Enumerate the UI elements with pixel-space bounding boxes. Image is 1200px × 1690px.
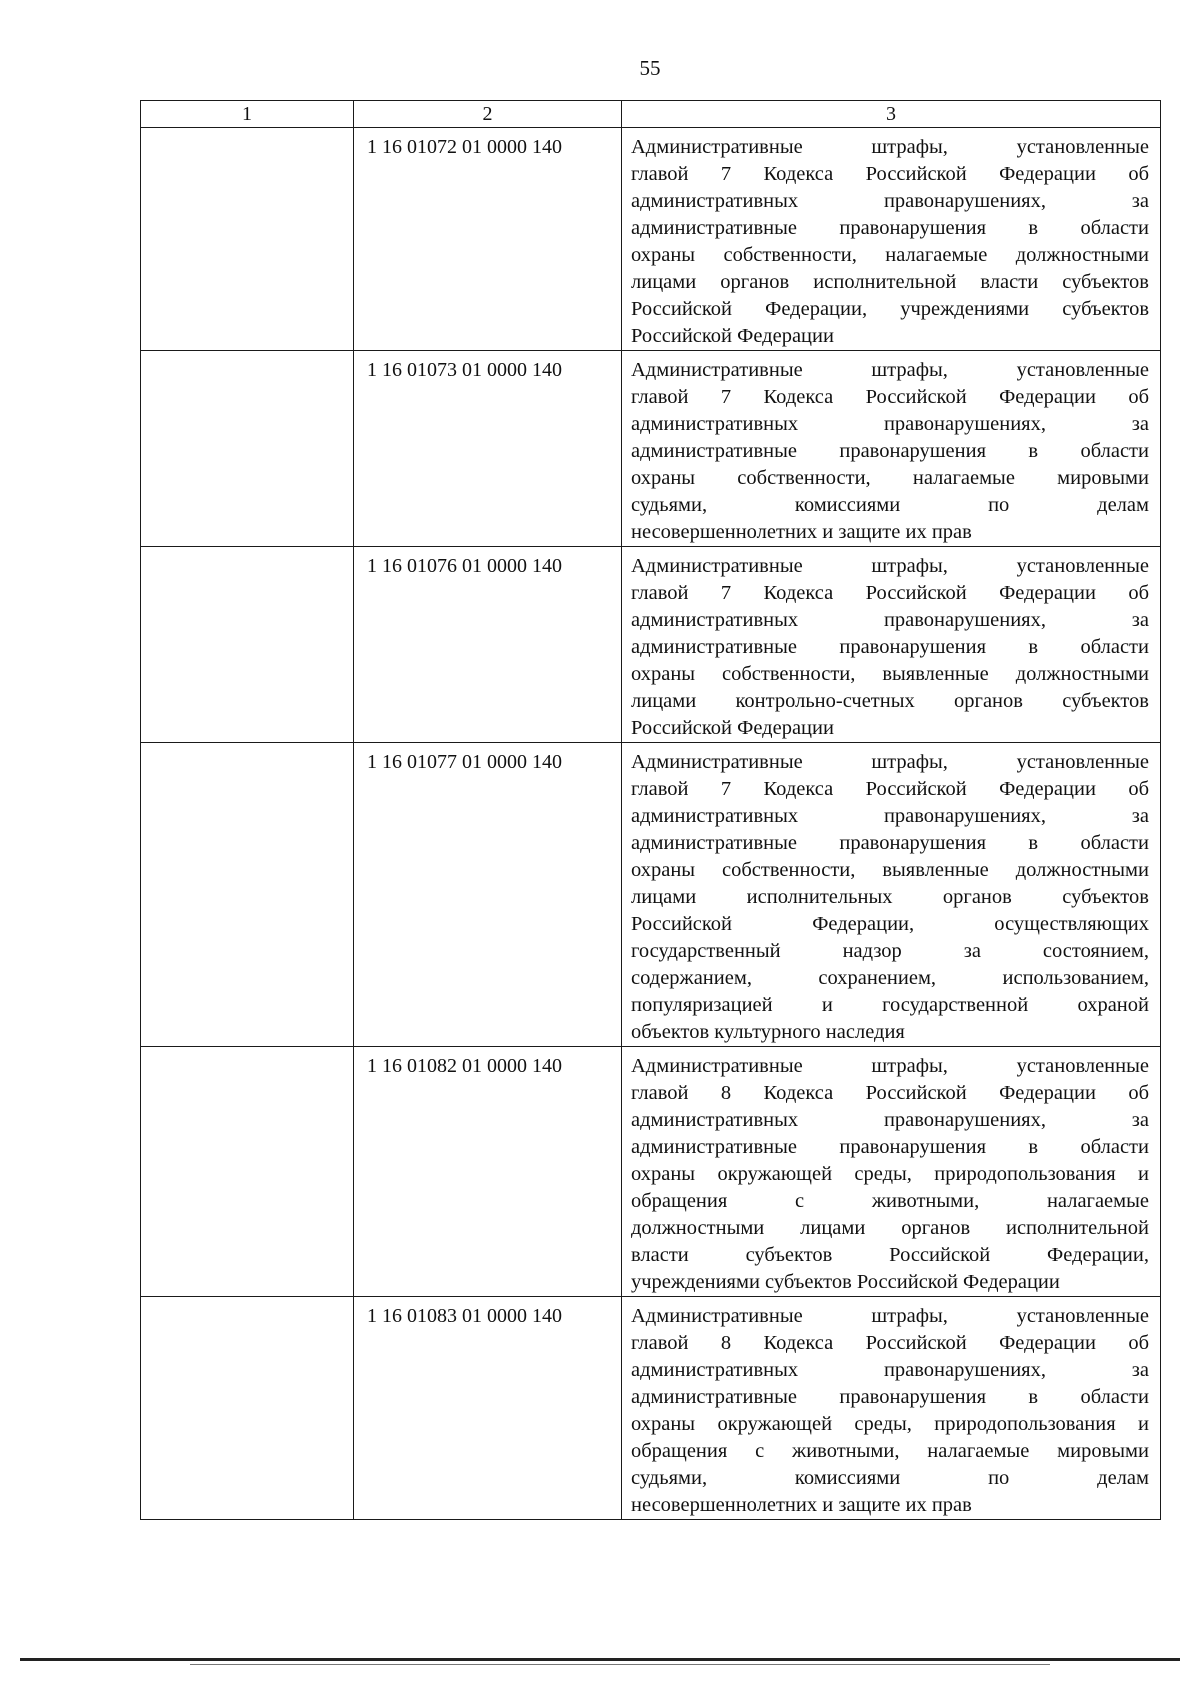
budget-code-cell: 1 16 01072 01 0000 140 — [354, 128, 622, 351]
description-line: административные правонарушения в области — [631, 1386, 1149, 1408]
description-line: административные правонарушения в области — [631, 217, 1149, 239]
description-line: обращения с животными, налагаемые — [631, 1190, 1149, 1212]
table-row — [141, 547, 1161, 743]
description-line: административные правонарушения в области — [631, 832, 1149, 854]
table-row — [141, 128, 1161, 351]
description-line: государственный надзор за состоянием, — [631, 940, 1149, 962]
budget-code-cell: 1 16 01076 01 0000 140 — [354, 547, 622, 743]
description-line: Административные штрафы, установленные — [631, 555, 1149, 577]
description-line: охраны собственности, налагаемые должностными — [631, 244, 1149, 266]
description-cell — [622, 128, 1161, 351]
description-line: несовершеннолетних и защите их прав — [631, 1494, 972, 1516]
cell-column-1 — [141, 547, 354, 743]
description-line: Российской Федерации — [631, 717, 834, 739]
table-header — [141, 101, 1161, 128]
bottom-rule — [20, 1658, 1180, 1661]
description-line: административных правонарушениях, за — [631, 413, 1149, 435]
description-line: главой 7 Кодекса Российской Федерации об — [631, 778, 1149, 800]
description-line: судьями, комиссиями по делам — [631, 1467, 1149, 1489]
table-header-row — [141, 101, 1161, 128]
description-cell — [622, 743, 1161, 1047]
description-line: власти субъектов Российской Федерации, — [631, 1244, 1149, 1266]
description-line: административные правонарушения в области — [631, 440, 1149, 462]
bottom-rule-thin — [190, 1664, 1050, 1665]
table-row — [141, 1047, 1161, 1297]
cell-column-1 — [141, 128, 354, 351]
description-line: лицами органов исполнительной власти субъектов — [631, 271, 1149, 293]
description-line: охраны окружающей среды, природопользования и — [631, 1163, 1149, 1185]
description-line: главой 8 Кодекса Российской Федерации об — [631, 1332, 1149, 1354]
description-line: судьями, комиссиями по делам — [631, 494, 1149, 516]
description-line: охраны окружающей среды, природопользования и — [631, 1413, 1149, 1435]
description-line: Административные штрафы, установленные — [631, 136, 1149, 158]
description-cell — [622, 1297, 1161, 1520]
cell-column-1 — [141, 351, 354, 547]
description-cell — [622, 1047, 1161, 1297]
column-header-2: 2 — [354, 101, 622, 128]
description-line: административных правонарушениях, за — [631, 190, 1149, 212]
description-line: содержанием, сохранением, использованием, — [631, 967, 1149, 989]
description-line: административные правонарушения в области — [631, 636, 1149, 658]
description-line: Административные штрафы, установленные — [631, 359, 1149, 381]
description-line: должностными лицами органов исполнительной — [631, 1217, 1149, 1239]
description-line: административных правонарушениях, за — [631, 805, 1149, 827]
description-line: главой 7 Кодекса Российской Федерации об — [631, 582, 1149, 604]
description-line: главой 7 Кодекса Российской Федерации об — [631, 163, 1149, 185]
cell-column-1 — [141, 1297, 354, 1520]
description-line: главой 8 Кодекса Российской Федерации об — [631, 1082, 1149, 1104]
budget-code-cell: 1 16 01082 01 0000 140 — [354, 1047, 622, 1297]
description-line: Российской Федерации, осуществляющих — [631, 913, 1149, 935]
table-body — [141, 128, 1161, 1520]
description-line: главой 7 Кодекса Российской Федерации об — [631, 386, 1149, 408]
budget-code-cell: 1 16 01077 01 0000 140 — [354, 743, 622, 1047]
description-line: охраны собственности, выявленные должностными — [631, 859, 1149, 881]
description-line: административных правонарушениях, за — [631, 609, 1149, 631]
description-line: популяризацией и государственной охраной — [631, 994, 1149, 1016]
description-cell — [622, 351, 1161, 547]
description-line: Российской Федерации, учреждениями субъектов — [631, 298, 1149, 320]
description-line: несовершеннолетних и защите их прав — [631, 521, 972, 543]
description-line: Административные штрафы, установленные — [631, 1305, 1149, 1327]
description-line: административных правонарушениях, за — [631, 1359, 1149, 1381]
cell-column-1 — [141, 743, 354, 1047]
description-cell — [622, 547, 1161, 743]
budget-code-cell: 1 16 01083 01 0000 140 — [354, 1297, 622, 1520]
table-row — [141, 351, 1161, 547]
description-line: объектов культурного наследия — [631, 1021, 905, 1043]
description-line: охраны собственности, выявленные должностными — [631, 663, 1149, 685]
description-line: административных правонарушениях, за — [631, 1109, 1149, 1131]
description-line: учреждениями субъектов Российской Федерации — [631, 1271, 1060, 1293]
description-line: лицами контрольно-счетных органов субъектов — [631, 690, 1149, 712]
description-line: Административные штрафы, установленные — [631, 1055, 1149, 1077]
description-line: охраны собственности, налагаемые мировыми — [631, 467, 1149, 489]
table-row — [141, 1297, 1161, 1520]
document-table — [140, 100, 1161, 1520]
description-line: административные правонарушения в области — [631, 1136, 1149, 1158]
column-header-3: 3 — [622, 101, 1161, 128]
cell-column-1 — [141, 1047, 354, 1297]
description-line: лицами исполнительных органов субъектов — [631, 886, 1149, 908]
description-line: Административные штрафы, установленные — [631, 751, 1149, 773]
page-number: 55 — [639, 56, 661, 80]
description-line: обращения с животными, налагаемые мировыми — [631, 1440, 1149, 1462]
table-row — [141, 743, 1161, 1047]
column-header-1: 1 — [141, 101, 354, 128]
budget-code-cell: 1 16 01073 01 0000 140 — [354, 351, 622, 547]
description-line: Российской Федерации — [631, 325, 834, 347]
